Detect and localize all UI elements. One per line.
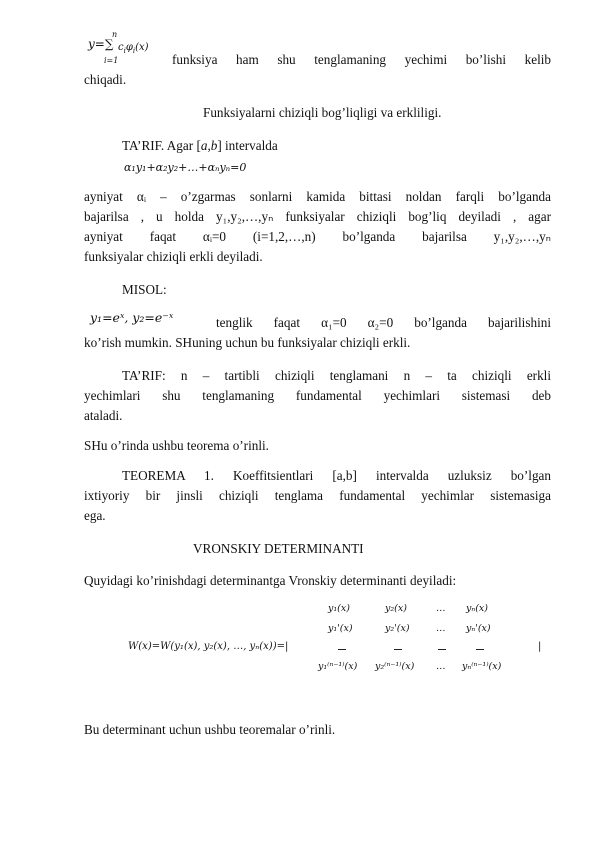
sum-lower-limit: i=1 xyxy=(104,56,119,65)
det-dash xyxy=(394,649,402,650)
paragraph-line: funksiyalar chiziqli erkli deyiladi. xyxy=(84,249,263,264)
paragraph-line: TEOREMA 1. Koeffitsientlari [a,b] intervalda uzluksiz bo’lgan xyxy=(122,468,551,483)
example-formula: y₁=eˣ, y₂=e⁻ˣ xyxy=(90,310,174,325)
det-cell: … xyxy=(436,623,446,634)
det-dash xyxy=(476,649,484,650)
example-label: MISOL: xyxy=(122,282,167,297)
section-heading: VRONSKIY DETERMINANTI xyxy=(193,541,364,556)
paragraph-line: SHu o’rinda ushbu teorema o’rinli. xyxy=(84,438,269,453)
paragraph-line: tenglik faqat α₁=0 α₂=0 bo’lganda bajarilishini xyxy=(216,315,551,330)
paragraph-line: ayniyat faqat αᵢ=0 (i=1,2,…,n) bo’lganda bajarilsa y₁,y₂,…,yₙ xyxy=(84,229,551,244)
det-cell: y₂(x) xyxy=(385,603,407,614)
sum-term: $c_i\varphi_i(x)$ xyxy=(118,42,149,55)
det-cell: y₁(x) xyxy=(328,603,350,614)
det-cell: … xyxy=(436,603,446,614)
paragraph-line: funksiya ham shu tenglamaning yechimi bo’lishi kelib xyxy=(172,52,551,67)
paragraph-line: yechimlari shu tenglamaning fundamental yechimlari sistemasi deb xyxy=(84,388,551,403)
sum-upper-limit: n xyxy=(112,30,118,39)
paragraph-line: Quyidagi ko’rinishdagi determinantga Vronskiy determinanti deyiladi: xyxy=(84,573,457,588)
paragraph-line: chiqadi. xyxy=(84,72,127,87)
det-cell: y₁⁽ⁿ⁻¹⁾(x) xyxy=(318,661,358,672)
det-cell: yₙ'(x) xyxy=(466,623,491,634)
paragraph-line: bajarilsa , u holda y₁,y₂,…,yₙ funksiyalar chiziqli bog’liq deyiladi , agar xyxy=(84,209,551,224)
definition-lead: TA’RIF. Agar [a,b] intervalda xyxy=(122,138,278,153)
det-cell: yₙ⁽ⁿ⁻¹⁾(x) xyxy=(462,661,502,672)
paragraph-line: ega. xyxy=(84,508,106,523)
det-dash xyxy=(338,649,346,650)
determinant-right-bar: | xyxy=(538,641,542,652)
det-dash xyxy=(438,649,446,650)
linear-combination-formula: α₁y₁+α₂y₂+…+αₙyₙ=0 xyxy=(124,161,247,174)
paragraph-line: Bu determinant uchun ushbu teoremalar o’rinli. xyxy=(84,722,336,737)
sum-symbol: y=∑ xyxy=(88,37,114,51)
det-cell: y₂⁽ⁿ⁻¹⁾(x) xyxy=(375,661,415,672)
paragraph-line: TA’RIF: n – tartibli chiziqli tenglamani n – ta chiziqli erkli xyxy=(122,368,551,383)
paragraph-line: ko’rish mumkin. SHuning uchun bu funksiyalar chiziqli erkli. xyxy=(84,335,411,350)
paragraph-line: ixtiyoriy bir jinsli chiziqli tenglama fundamental yechimlar sistemasiga xyxy=(84,488,551,503)
det-cell: y₁'(x) xyxy=(328,623,353,634)
det-cell: yₙ(x) xyxy=(466,603,488,614)
section-heading: Funksiyalarni chiziqli bog’liqligi va erkliligi. xyxy=(203,105,442,120)
det-cell: y₂'(x) xyxy=(385,623,410,634)
paragraph-line: ayniyat αᵢ – o’zgarmas sonlarni kamida bittasi noldan farqli bo’lganda xyxy=(84,189,551,204)
det-cell: … xyxy=(436,661,446,672)
paragraph-line: ataladi. xyxy=(84,408,123,423)
wronskian-lhs: W(x)=W(y₁(x), y₂(x), …, yₙ(x))=| xyxy=(128,641,289,652)
